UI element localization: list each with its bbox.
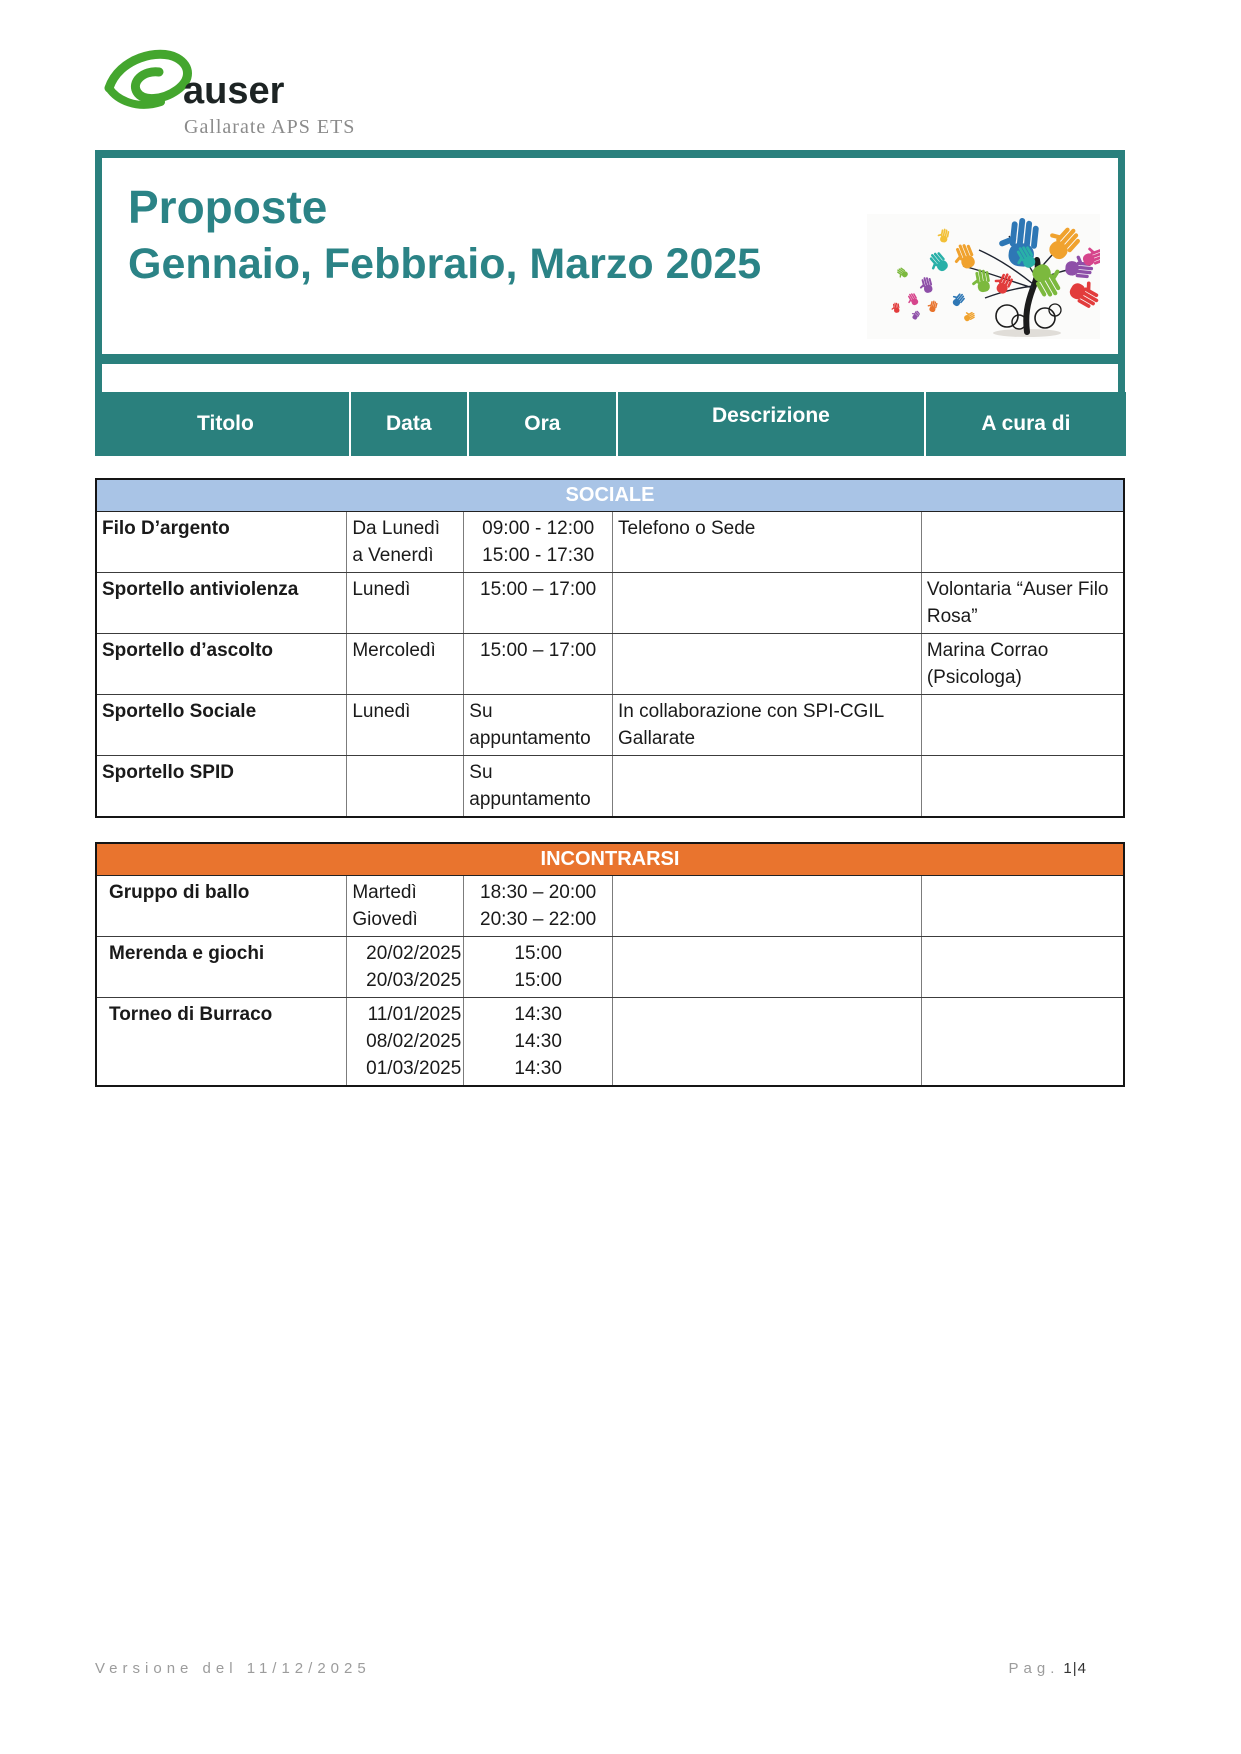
cell-line: Gruppo di ballo bbox=[109, 882, 250, 903]
table-row bbox=[97, 997, 1123, 1085]
cell-descrizione bbox=[612, 876, 921, 936]
cell-line: 20:30 – 22:00 bbox=[480, 909, 597, 930]
cell-titolo bbox=[97, 695, 346, 755]
cell-descrizione bbox=[612, 998, 921, 1085]
cell-line: Sportello SPID bbox=[102, 762, 234, 783]
section-band-incontrarsi: INCONTRARSI bbox=[97, 844, 1123, 876]
table-row bbox=[97, 694, 1123, 755]
tables bbox=[95, 478, 1125, 1111]
cell-line: Torneo di Burraco bbox=[109, 1004, 273, 1025]
footer-page bbox=[1009, 1660, 1087, 1677]
cell-line: 09:00 - 12:00 bbox=[482, 518, 595, 539]
cell-titolo bbox=[97, 573, 346, 633]
table-row bbox=[97, 755, 1123, 816]
cell-titolo bbox=[97, 998, 346, 1085]
cell-line: Filo D’argento bbox=[102, 518, 230, 539]
cell-line: Gallarate bbox=[618, 728, 696, 749]
logo-brand-text: auser bbox=[183, 70, 285, 112]
table-sociale bbox=[95, 478, 1125, 818]
cell-ora bbox=[463, 634, 612, 694]
cell-descrizione bbox=[612, 512, 921, 572]
cell-line: 11/01/2025 bbox=[367, 1004, 462, 1025]
cell-titolo bbox=[97, 937, 346, 997]
section-band-sociale: SOCIALE bbox=[97, 480, 1123, 512]
cell-descrizione bbox=[612, 937, 921, 997]
cell-ora bbox=[463, 998, 612, 1085]
cell-ora bbox=[463, 756, 612, 816]
cell-line: 15:00 – 17:00 bbox=[480, 640, 597, 661]
header-spacer bbox=[102, 364, 1118, 392]
auser-logo bbox=[103, 42, 433, 142]
cell-data bbox=[346, 634, 463, 694]
cell-line: 20/02/2025 bbox=[366, 943, 462, 964]
cell-a-cura-di bbox=[921, 695, 1123, 755]
cell-data bbox=[346, 756, 463, 816]
table-row bbox=[97, 572, 1123, 633]
cell-line: Rosa” bbox=[926, 606, 978, 627]
cell-titolo bbox=[97, 512, 346, 572]
cell-ora bbox=[463, 573, 612, 633]
cell-line: Telefono o Sede bbox=[618, 518, 756, 539]
cell-line: appuntamento bbox=[469, 789, 591, 810]
cell-line: Lunedì bbox=[352, 579, 411, 600]
column-header-ora: Ora bbox=[469, 392, 616, 456]
cell-a-cura-di bbox=[921, 998, 1123, 1085]
cell-line: 15:00 bbox=[514, 943, 562, 964]
cell-line: In collaborazione con SPI-CGIL bbox=[618, 701, 885, 722]
cell-ora bbox=[463, 512, 612, 572]
cell-line: Da Lunedì bbox=[352, 518, 440, 539]
cell-line: Giovedì bbox=[352, 909, 418, 930]
cell-line: Sportello antiviolenza bbox=[102, 579, 299, 600]
cell-data bbox=[346, 695, 463, 755]
cell-line: Merenda e giochi bbox=[109, 943, 265, 964]
page-title: Proposte bbox=[128, 181, 328, 233]
cell-line: Su bbox=[469, 762, 493, 783]
cell-line: 01/03/2025 bbox=[366, 1058, 462, 1079]
cell-line: Volontaria “Auser Filo bbox=[926, 579, 1109, 600]
cell-ora bbox=[463, 695, 612, 755]
cell-titolo bbox=[97, 876, 346, 936]
table-row bbox=[97, 876, 1123, 936]
footer-version: Versione del 11/12/2025 bbox=[95, 1660, 371, 1677]
cell-data bbox=[346, 573, 463, 633]
column-header-data: Data bbox=[351, 392, 467, 456]
cell-a-cura-di bbox=[921, 756, 1123, 816]
table-incontrarsi bbox=[95, 842, 1125, 1087]
header-box bbox=[95, 150, 1125, 456]
column-header-row bbox=[102, 392, 1118, 456]
cell-ora bbox=[463, 876, 612, 936]
cell-line: 18:30 – 20:00 bbox=[480, 882, 597, 903]
cell-line: 20/03/2025 bbox=[366, 970, 462, 991]
column-header-a-cura-di: A cura di bbox=[926, 392, 1126, 456]
cell-a-cura-di bbox=[921, 573, 1123, 633]
table-row bbox=[97, 936, 1123, 997]
header-title-area bbox=[102, 158, 1118, 364]
cell-line: a Venerdì bbox=[352, 545, 434, 566]
table-row bbox=[97, 633, 1123, 694]
cell-line: 08/02/2025 bbox=[366, 1031, 462, 1052]
column-header-titolo: Titolo bbox=[102, 392, 349, 456]
cell-line: appuntamento bbox=[469, 728, 591, 749]
cell-data bbox=[346, 937, 463, 997]
column-header-descrizione: Descrizione bbox=[618, 392, 924, 456]
cell-line: 14:30 bbox=[514, 1004, 562, 1025]
cell-descrizione bbox=[612, 573, 921, 633]
table-row bbox=[97, 512, 1123, 572]
cell-titolo bbox=[97, 756, 346, 816]
cell-descrizione bbox=[612, 695, 921, 755]
cell-line: Marina Corrao bbox=[926, 640, 1049, 661]
cell-ora bbox=[463, 937, 612, 997]
cell-line: Mercoledì bbox=[352, 640, 436, 661]
cell-line: 15:00 bbox=[514, 970, 562, 991]
cell-line: 14:30 bbox=[514, 1031, 562, 1052]
cell-titolo bbox=[97, 634, 346, 694]
cell-line: 15:00 - 17:30 bbox=[482, 545, 595, 566]
footer-page-number: 1|4 bbox=[1063, 1660, 1087, 1677]
cell-a-cura-di bbox=[921, 937, 1123, 997]
cell-data bbox=[346, 876, 463, 936]
cell-line: Martedì bbox=[352, 882, 417, 903]
cell-line: Su bbox=[469, 701, 493, 722]
cell-descrizione bbox=[612, 634, 921, 694]
cell-line: Sportello Sociale bbox=[102, 701, 257, 722]
cell-a-cura-di bbox=[921, 512, 1123, 572]
tree-of-hands-image bbox=[867, 214, 1100, 339]
cell-data bbox=[346, 512, 463, 572]
cell-line: (Psicologa) bbox=[926, 667, 1022, 688]
cell-a-cura-di bbox=[921, 634, 1123, 694]
cell-line: Lunedì bbox=[352, 701, 411, 722]
cell-a-cura-di bbox=[921, 876, 1123, 936]
cell-line: Sportello d’ascolto bbox=[102, 640, 274, 661]
cell-descrizione bbox=[612, 756, 921, 816]
page-subtitle: Gennaio, Febbraio, Marzo 2025 bbox=[128, 240, 762, 288]
cell-data bbox=[346, 998, 463, 1085]
cell-line: 14:30 bbox=[514, 1058, 562, 1079]
logo-subtitle-text: Gallarate APS ETS bbox=[184, 116, 356, 138]
cell-line: 15:00 – 17:00 bbox=[480, 579, 597, 600]
footer-page-label: Pag. bbox=[1008, 1660, 1060, 1677]
